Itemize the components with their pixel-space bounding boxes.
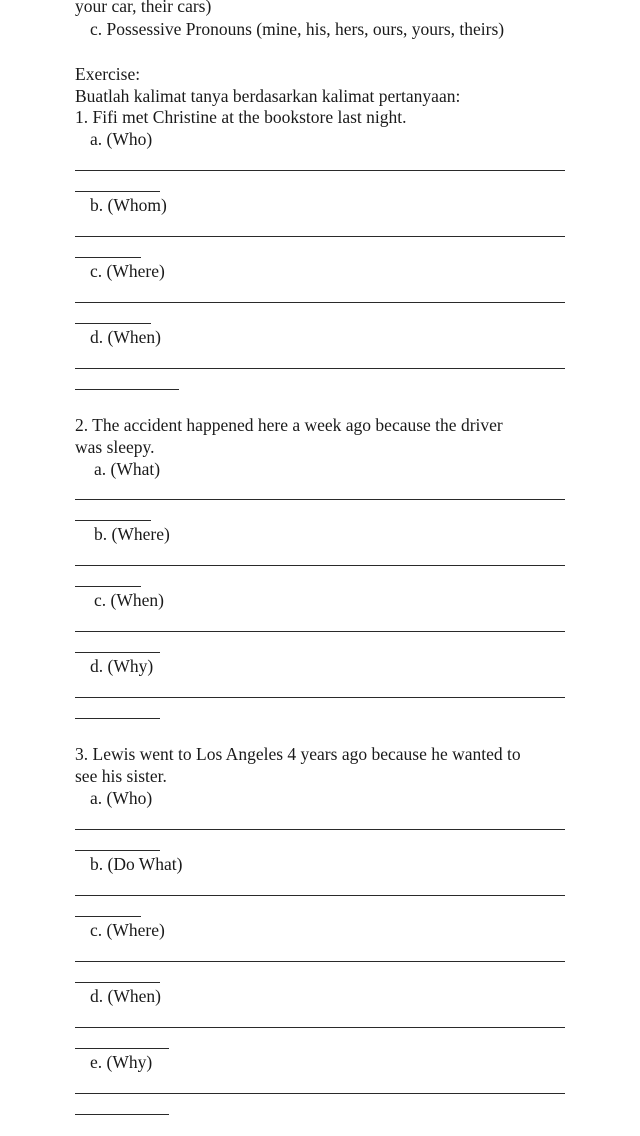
answer-line-continuation (75, 323, 151, 324)
answer-line-continuation (75, 916, 141, 917)
question-3-item-c: c. (Where) (90, 920, 165, 940)
answer-line (75, 961, 565, 962)
intro-line-2: c. Possessive Pronouns (mine, his, hers, ours, yours, theirs) (90, 19, 505, 39)
question-1-item-c: c. (Where) (90, 261, 165, 281)
answer-line-continuation (75, 718, 160, 719)
question-2-sentence-line-2: was sleepy. (75, 437, 155, 457)
answer-line-continuation (75, 389, 179, 390)
answer-line (75, 236, 565, 237)
answer-line (75, 1093, 565, 1094)
question-2-item-d: d. (Why) (90, 656, 154, 676)
intro-line-1: your car, their cars) (75, 0, 212, 16)
answer-line-continuation (75, 1114, 169, 1115)
answer-line-continuation (75, 586, 141, 587)
question-2-sentence-line-1: 2. The accident happened here a week ago because the driver (75, 415, 503, 435)
question-1-sentence: 1. Fifi met Christine at the bookstore last night. (75, 107, 407, 127)
answer-line (75, 170, 565, 171)
answer-line-continuation (75, 652, 160, 653)
answer-line-continuation (75, 1048, 169, 1049)
question-1-item-a: a. (Who) (90, 129, 153, 149)
question-1-item-d: d. (When) (90, 327, 161, 347)
answer-line (75, 302, 565, 303)
answer-line-continuation (75, 191, 160, 192)
question-3-item-b: b. (Do What) (90, 854, 183, 874)
question-3-sentence-line-2: see his sister. (75, 766, 167, 786)
question-3-item-e: e. (Why) (90, 1052, 153, 1072)
question-3-sentence-line-1: 3. Lewis went to Los Angeles 4 years ago because he wanted to (75, 744, 521, 764)
answer-line (75, 565, 565, 566)
question-2-item-b: b. (Where) (94, 524, 170, 544)
question-2-item-a: a. (What) (94, 459, 161, 479)
answer-line (75, 895, 565, 896)
answer-line (75, 631, 565, 632)
answer-line-continuation (75, 520, 151, 521)
exercise-heading: Exercise: (75, 64, 141, 84)
answer-line-continuation (75, 982, 160, 983)
answer-line (75, 499, 565, 500)
question-3-item-a: a. (Who) (90, 788, 153, 808)
question-2-item-c: c. (When) (94, 590, 164, 610)
answer-line (75, 697, 565, 698)
answer-line (75, 1027, 565, 1028)
answer-line (75, 829, 565, 830)
answer-line-continuation (75, 257, 141, 258)
exercise-instruction: Buatlah kalimat tanya berdasarkan kalimat pertanyaan: (75, 86, 461, 106)
question-3-item-d: d. (When) (90, 986, 161, 1006)
question-1-item-b: b. (Whom) (90, 195, 167, 215)
answer-line-continuation (75, 850, 160, 851)
answer-line (75, 368, 565, 369)
